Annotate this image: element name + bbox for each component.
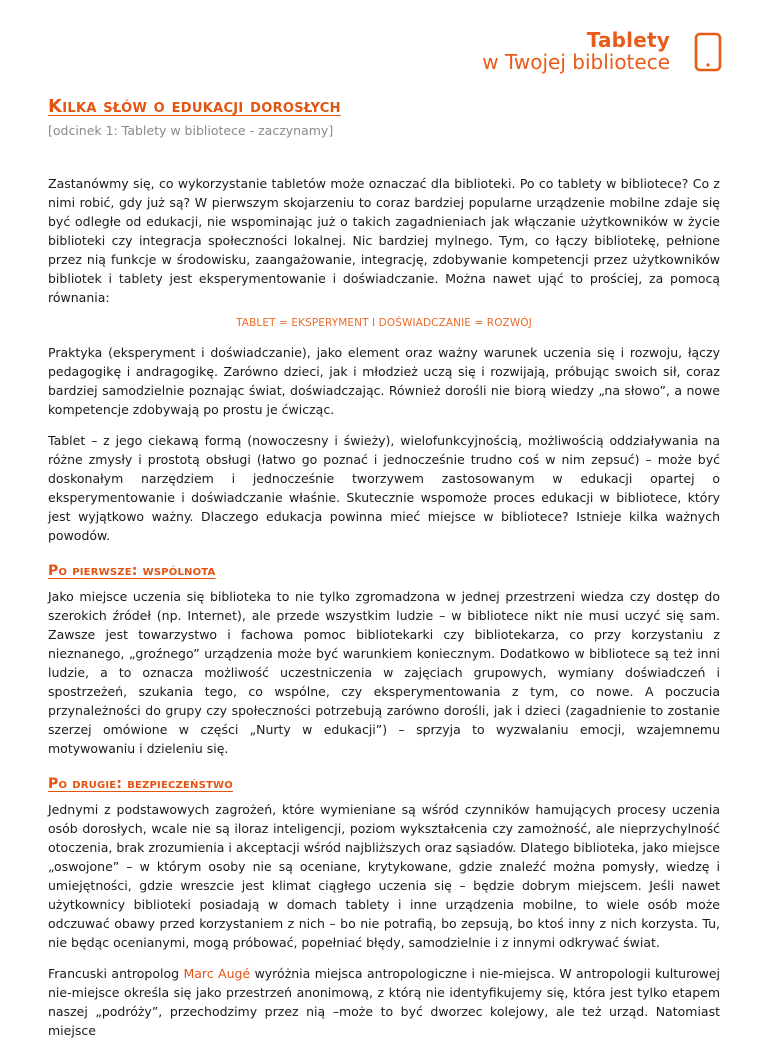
paragraph-tablet: Tablet – z jego ciekawą formą (nowoczesny i świeży), wielofunkcyjnością, możliwością oddziaływania na różne zmysły i prostotą obsługi (łatwo go poznać i jednocześnie trudno coś w nim zepsuć) – może być doskonałym narzędziem i jednocześnie tworzywem zastosowanym w edukacji opartej o eksperymentowanie i doświadczanie właśnie. Skutecznie wspomoże proces edukacji w bibliotece, który jest wyjątkowo ważny. Dlaczego edukacja powinna mieć miejsce w bibliotece? Istnieje kilka ważnych powodów. (48, 433, 720, 543)
tablety-logo (428, 30, 728, 74)
auge-text-after: wyróżnia miejsca antropologiczne i nie-miejsca. W antropologii kulturowej nie-miejsce określa się jako przestrzeń anonimową, z którą nie identyfikujemy się, która jest tylko etapem naszej „podróży”, przechodzimy przez nią –może to być dworzec kolejowy, ale też urząd. Natomiast miejsce (48, 966, 720, 1038)
paragraph-auge (48, 964, 720, 1040)
logo-line2: w Twojej bibliotece (482, 50, 670, 74)
logo-text (482, 30, 670, 72)
auge-text-before: Francuski antropolog (48, 966, 184, 981)
section-text-community: Jako miejsce uczenia się biblioteka to nie tylko zgromadzona w jednej przestrzeni wiedza czy dostęp do szerokich źródeł (np. Internet), ale przede wszystkim ludzie – w bibliotece nikt nie musi uczyć się sam. Zawsze jest towarzystwo i fachowa pomoc bibliotekarki czy bibliotekarza, co przy korzystaniu z nieznanego, „groźnego” urządzenia może być warunkiem koniecznym. Dodatkowo w bibliotece są też inni ludzie, a to oznacza możliwość uczestniczenia w zajęciach grupowych, wymiany doświadczeń i spostrzeżeń, szukania tego, co wspólne, czy eksperymentowania z tym, co nowe. A poczucia przynależności do grupy czy społeczności potrzebują zarówno dorośli, jak i dzieci (zagadnienie to zostanie szerzej omówione w części „Nurty w edukacji”) – sprzyja to wyzwalaniu emocji, wzajemnemu motywowaniu i dzieleniu się. (48, 589, 720, 756)
section-heading-safety: Po drugie: bezpieczeństwo (48, 776, 233, 792)
tablet-icon (688, 32, 728, 72)
paragraph-practice: Praktyka (eksperyment i doświadczanie), jako element oraz ważny warunek uczenia się i rozwoju, łączy pedagogikę i andragogikę. Zarówno dzieci, jak i młodzież uczą się i rozwijają, próbując swoich sił, coraz bardziej samodzielnie poznając świat, doświadczając. Również dorośli nie biorą wiedzy „na słowo”, a nowe kompetencje zdobywają po prostu je ćwicząc. (48, 345, 720, 417)
article-subtitle: [odcinek 1: Tablety w bibliotece - zaczynamy] (48, 123, 334, 138)
intro-paragraph: Zastanówmy się, co wykorzystanie tabletów może oznaczać dla biblioteki. Po co tablety w bibliotece? Co z nimi robić, gdy już są? W pierwszym skojarzeniu to coraz bardziej popularne urządzenie mobilne zdaje się być odległe od edukacji, nie wspominając już o takich zagadnieniach jak włączanie użytkowników w życie biblioteki czy integracja społeczności lokalnej. Nic bardziej mylnego. Tym, co łączy bibliotekę, pełnione przez nią funkcje w środowisku, zaangażowanie, integrację, zdobywanie kompetencji przez użytkowników bibliotek i tablety jest eksperymentowanie i doświadczanie. Można nawet ująć to prościej, za pomocą równania: (48, 176, 720, 305)
formula: TABLET = EKSPERYMENT I DOŚWIADCZANIE = ROZWÓJ (236, 317, 532, 329)
section-text-safety: Jednymi z podstawowych zagrożeń, które wymieniane są wśród czynników hamujących procesy uczenia osób dorosłych, wcale nie są iloraz inteligencji, poziom wykształcenia czy zamożność, ale nieprzychylność otoczenia, brak zrozumienia i akceptacji wśród najbliższych oraz sąsiadów. Dlatego biblioteka, jako miejsce „oswojone” – w którym osoby nie są oceniane, krytykowane, gdzie znaleźć można pomysły, wiedzę i umiejętności, gdzie wreszcie jest klimat ciągłego uczenia się – będzie dobrym miejscem. Jeśli nawet użytkownicy biblioteki posiadają w domach tablety i inne urządzenia mobilne, to wiele osób może odczuwać obawy przed korzystaniem z nich – bo nie potrafią, bo zepsują, bo ktoś inny z nich korzysta. Tu, nie będąc ocenianymi, mogą próbować, popełniać błędy, samodzielnie i z innymi odkrywać świat. (48, 802, 720, 950)
logo-line1: Tablety (586, 28, 670, 52)
article-title: Kilka słów o edukacji dorosłych (48, 96, 341, 117)
marc-auge-link[interactable]: Marc Augé (183, 966, 251, 981)
article (48, 96, 720, 1040)
section-heading-community: Po pierwsze: wspólnota (48, 563, 216, 579)
